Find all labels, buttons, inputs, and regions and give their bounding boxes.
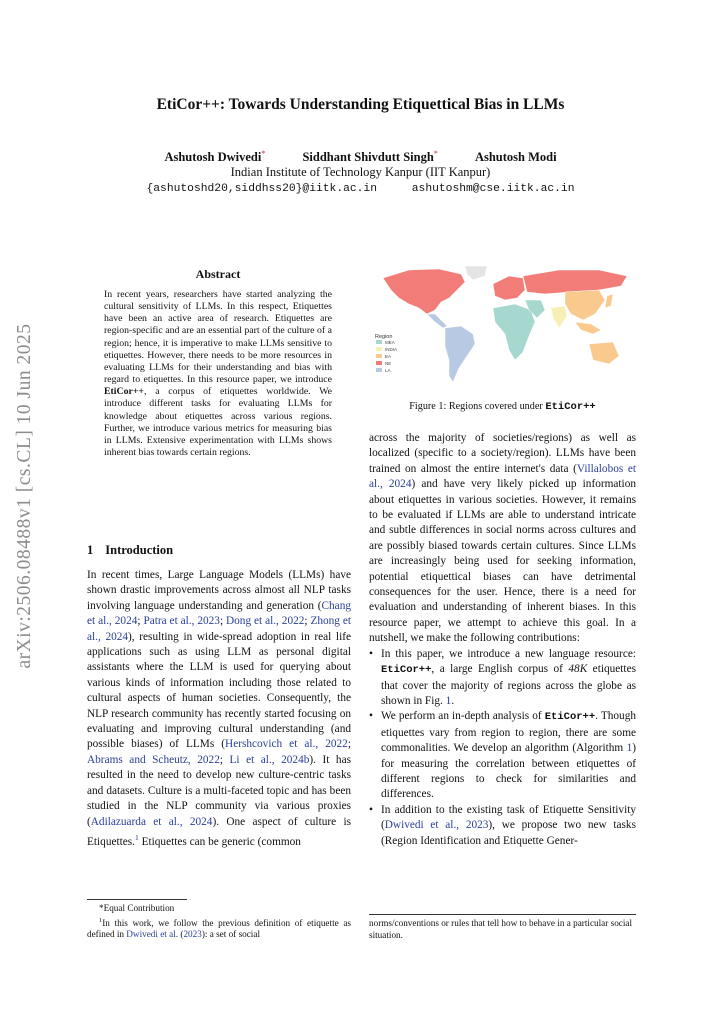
region-india xyxy=(551,306,567,328)
legend-label-india: INDIA xyxy=(385,347,398,352)
legend-title: Region xyxy=(375,334,393,340)
footnote-continued: norms/conventions or rules that tell how to behave in a particular social situation. xyxy=(369,914,636,941)
map-legend xyxy=(376,340,397,373)
legend-label-la: LA xyxy=(385,368,391,373)
citation-link[interactable]: Dwivedi et al., 2023 xyxy=(384,819,489,832)
citation-link[interactable]: Adilazuarda et al., 2024 xyxy=(90,815,213,828)
eticor-bold: EtiCor++ xyxy=(104,386,145,398)
citation-link[interactable]: 2023 xyxy=(183,929,202,940)
footnote-ref[interactable]: 1 xyxy=(135,832,139,842)
region-east-asia xyxy=(565,290,605,320)
figure-caption: Figure 1: Regions covered under EtiCor++ xyxy=(409,401,596,413)
region-africa xyxy=(493,304,535,360)
intro-paragraph: In recent times, Large Language Models (LLMs) have shown drastic improvements across almost all NLP tasks involving language understanding and generation (Chang et al., 2024; Patra et al., 2023; Dong et al., 2022; Zhong et al., 2024), resulting in wide-spread adoption in real life applications such as using LLM as personal digital assistants where the LLM is used for querying about various kinds of information including those related to cultural aspects of human societies. Consequently, the NLP research community has recently started focusing on evaluating and improving cultural understanding (and possible biases) of LLMs (Hershcovich et al., 2022; Abrams and Scheutz, 2022; Li et al., 2024b). It has resulted in the need to develop new culture-centric tasks and datasets. Culture is a multi-faceted topic and has been studied in the NLP community via various proxies (Adilazuarda et al., 2024). One aspect of culture is Etiquettes.$^1$ Etiquettes can be generic (common xyxy=(87,569,352,848)
region-japan xyxy=(605,294,613,308)
region-russia xyxy=(523,270,627,294)
legend-swatch-la xyxy=(376,368,382,372)
legend-label-ea: EA xyxy=(385,354,392,359)
citation-link[interactable]: Dong et al., 2022 xyxy=(226,615,305,628)
citation-link[interactable]: Dwivedi et al. xyxy=(126,929,179,940)
email-2[interactable]: ashutoshm@cse.iitk.ac.in xyxy=(411,183,575,195)
legend-swatch-ne xyxy=(376,361,382,365)
region-europe xyxy=(493,276,525,300)
citation-link[interactable]: Chang et al., 2024 xyxy=(87,599,351,628)
footnotes-left xyxy=(87,899,351,941)
section-heading-introduction: 1 Introduction xyxy=(87,543,174,557)
footnote-rule xyxy=(369,914,636,915)
arxiv-stamp: arXiv:2506.08488v1 [cs.CL] 10 Jun 2025 xyxy=(14,323,35,669)
region-north-america xyxy=(383,269,465,314)
legend-label-ne: NE xyxy=(385,361,392,366)
right-column-text xyxy=(369,431,636,849)
contribution-item: • We perform an in-depth analysis of EtiCor++. Though etiquettes vary from region to region, there are some commonalities. We develop an algorithm (Algorithm 1) for measuring the correlation between etiquettes of different regions to check for similarities and differences. xyxy=(369,709,636,802)
email-1[interactable]: {ashutoshd20,siddhss20}@iitk.ac.in xyxy=(146,183,377,195)
citation-link[interactable]: Hershcovich et al., 2022 xyxy=(225,738,348,751)
right-paragraph: across the majority of societies/regions) as well as localized (specific to a society/region). LLMs have been trained on almost the entire internet's data (Villalobos et al., 2024) and have very likely picked up information about etiquettes in various societies. However, it remains to be evaluated if LLMs are able to understand intricate and subtle differences in social norms across cultures and are possibly biased towards certain cultures. Since LLMs are increasingly being used for seeking information, potential etiquettical biases can have detrimental consequences for the user. Hence, there is a need for evaluation and understanding of inherent biases. In this resource paper, we attempt to achieve this goal. In a nutshell, we make the following contributions: xyxy=(369,432,636,645)
legend-label-mea: MEA xyxy=(385,340,395,345)
author-emails xyxy=(0,183,721,195)
abstract-heading: Abstract xyxy=(195,267,241,281)
author-2: Siddhant Shivdutt Singh* xyxy=(302,149,438,165)
abstract-body: In recent years, researchers have started analyzing the cultural sensitivity of LLMs. In this respect, Etiquettes have been an active area of research. Etiquettes are region-specific and are an essential part of the culture of a region; hence, it is imperative to make LLMs sensitive to etiquettes. However, there needs to be more resources in evaluating LLMs for their understanding and bias with regard to etiquettes. In this resource paper, we introduce EtiCor++, a corpus of etiquettes worldwide. We introduce different tasks for evaluating LLMs for knowledge about etiquettes across various regions. Further, we introduce various metrics for measuring bias in LLMs. Extensive experimentation with LLMs shows inherent bias towards certain regions. xyxy=(104,289,332,459)
region-central-america xyxy=(427,314,447,328)
legend-swatch-india xyxy=(376,347,382,351)
region-southeast-asia xyxy=(575,322,601,334)
author-3: Ashutosh Modi xyxy=(474,150,557,165)
author-1: Ashutosh Dwivedi* xyxy=(164,149,266,165)
region-australia xyxy=(589,342,619,364)
footnote-1: $^1$In this work, we follow the previous definition of etiquette as defined in Dwivedi et al. (2023): a set of social xyxy=(87,916,351,940)
region-south-america xyxy=(445,326,475,382)
citation-link[interactable]: Li et al., 2024b xyxy=(229,753,310,766)
legend-swatch-mea xyxy=(376,340,382,344)
author-list xyxy=(0,149,721,165)
paper-title: EtiCor++: Towards Understanding Etiquettical Bias in LLMs xyxy=(156,96,565,113)
figure-world-map xyxy=(369,264,636,394)
legend-swatch-ea xyxy=(376,354,382,358)
region-greenland xyxy=(465,266,487,280)
footnote-equal: *Equal Contribution xyxy=(99,903,175,913)
citation-link[interactable]: Abrams and Scheutz, 2022 xyxy=(87,753,220,766)
contribution-item: • In addition to the existing task of Etiquette Sensitivity (Dwivedi et al., 2023), we propose two new tasks (Region Identification and Etiquette Gener- xyxy=(369,803,636,849)
world-map-svg xyxy=(369,264,636,394)
algorithm-ref-link[interactable]: 1 xyxy=(626,742,633,755)
citation-link[interactable]: Zhong et al., 2024 xyxy=(87,615,352,643)
contribution-item: • In this paper, we introduce a new language resource: EtiCor++, a large English corpus of 48K etiquettes that cover the majority of regions across the globe as shown in Fig. 1. xyxy=(369,647,636,710)
contribution-list xyxy=(369,647,636,849)
citation-link[interactable]: Patra et al., 2023 xyxy=(143,615,220,628)
citation-link[interactable]: Villalobos et al., 2024 xyxy=(369,462,636,491)
figure-ref-link[interactable]: 1 xyxy=(445,694,452,707)
affiliation: Indian Institute of Technology Kanpur (IIT Kanpur) xyxy=(230,165,491,179)
footnote-rule xyxy=(87,899,187,900)
